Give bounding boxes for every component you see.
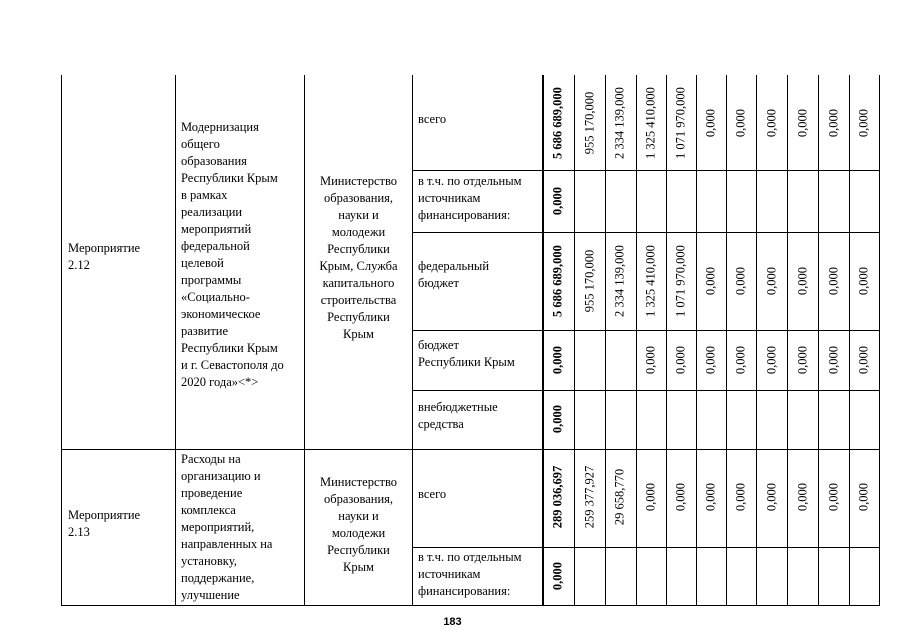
value-cell: 0,000: [764, 482, 779, 512]
row-description: Модернизация общего образования Республики Крым в рамках реализации мероприятий федеральной целевой программы «Социально- экономическое развитие Республики Крым и г. Севастополя до 2020 года»<*>: [181, 120, 284, 389]
value-cell: 0,000: [826, 345, 841, 375]
value-cell: 29 658,770: [612, 468, 627, 526]
source-label: всего: [418, 112, 447, 126]
source-label: всего: [418, 487, 447, 501]
value-cell: 0,000: [826, 108, 841, 138]
value-cell: 0,000: [856, 345, 871, 375]
row-executor: Министерство образования, науки и молодежи Республики Крым, Служба капитального строительства Республики Крым: [319, 174, 398, 341]
value-cell: 259 377,927: [582, 465, 597, 529]
value-cell: 5 686 689,000: [550, 245, 565, 317]
value-cell: 0,000: [703, 482, 718, 512]
value-cell: 1 071 970,000: [673, 245, 688, 317]
value-cell: 0,000: [673, 345, 688, 375]
value-cell: 0,000: [733, 482, 748, 512]
page-number: 183: [443, 616, 462, 628]
source-label: в т.ч. по отдельным источникам финансирования:: [418, 174, 522, 222]
value-cell: 0,000: [733, 108, 748, 138]
source-label: в т.ч. по отдельным источникам финансирования:: [418, 550, 522, 598]
value-cell: 0,000: [856, 482, 871, 512]
value-cell: 0,000: [703, 108, 718, 138]
value-cell: 1 325 410,000: [643, 245, 658, 317]
row-label: Мероприятие 2.12: [68, 241, 141, 272]
value-cell: 0,000: [764, 266, 779, 296]
value-cell: 289 036,697: [550, 465, 565, 529]
value-cell: 0,000: [550, 345, 565, 375]
value-cell: 0,000: [826, 266, 841, 296]
source-label: федеральный бюджет: [418, 259, 490, 290]
value-cell: 0,000: [703, 266, 718, 296]
value-cell: 0,000: [643, 482, 658, 512]
value-cell: 0,000: [764, 345, 779, 375]
value-cell: 0,000: [856, 108, 871, 138]
value-cell: 0,000: [733, 266, 748, 296]
value-cell: 0,000: [856, 266, 871, 296]
value-cell: 1 325 410,000: [643, 87, 658, 159]
value-cell: 0,000: [826, 482, 841, 512]
value-cell: 0,000: [550, 186, 565, 216]
row-label: Мероприятие 2.13: [68, 508, 141, 539]
row-description: Расходы на организацию и проведение комплекса мероприятий, направленных на установку, поддержание, улучшение: [181, 452, 273, 602]
value-cell: 0,000: [795, 482, 810, 512]
value-cell: 0,000: [550, 561, 565, 591]
source-label: бюджет Республики Крым: [418, 338, 515, 369]
value-cell: 0,000: [643, 345, 658, 375]
value-cell: 955 170,000: [582, 249, 597, 313]
row-executor: Министерство образования, науки и молодежи Республики Крым: [319, 475, 398, 574]
value-cell: 0,000: [764, 108, 779, 138]
value-cell: 5 686 689,000: [550, 87, 565, 159]
value-cell: 1 071 970,000: [673, 87, 688, 159]
value-cell: 2 334 139,000: [612, 245, 627, 317]
value-cell: 0,000: [795, 266, 810, 296]
source-label: внебюджетные средства: [418, 400, 498, 431]
value-cell: 0,000: [673, 482, 688, 512]
value-cell: 0,000: [550, 404, 565, 434]
value-cell: 2 334 139,000: [612, 87, 627, 159]
value-cell: 0,000: [795, 108, 810, 138]
value-cell: 0,000: [795, 345, 810, 375]
value-cell: 0,000: [733, 345, 748, 375]
value-cell: 0,000: [703, 345, 718, 375]
value-cell: 955 170,000: [582, 91, 597, 155]
